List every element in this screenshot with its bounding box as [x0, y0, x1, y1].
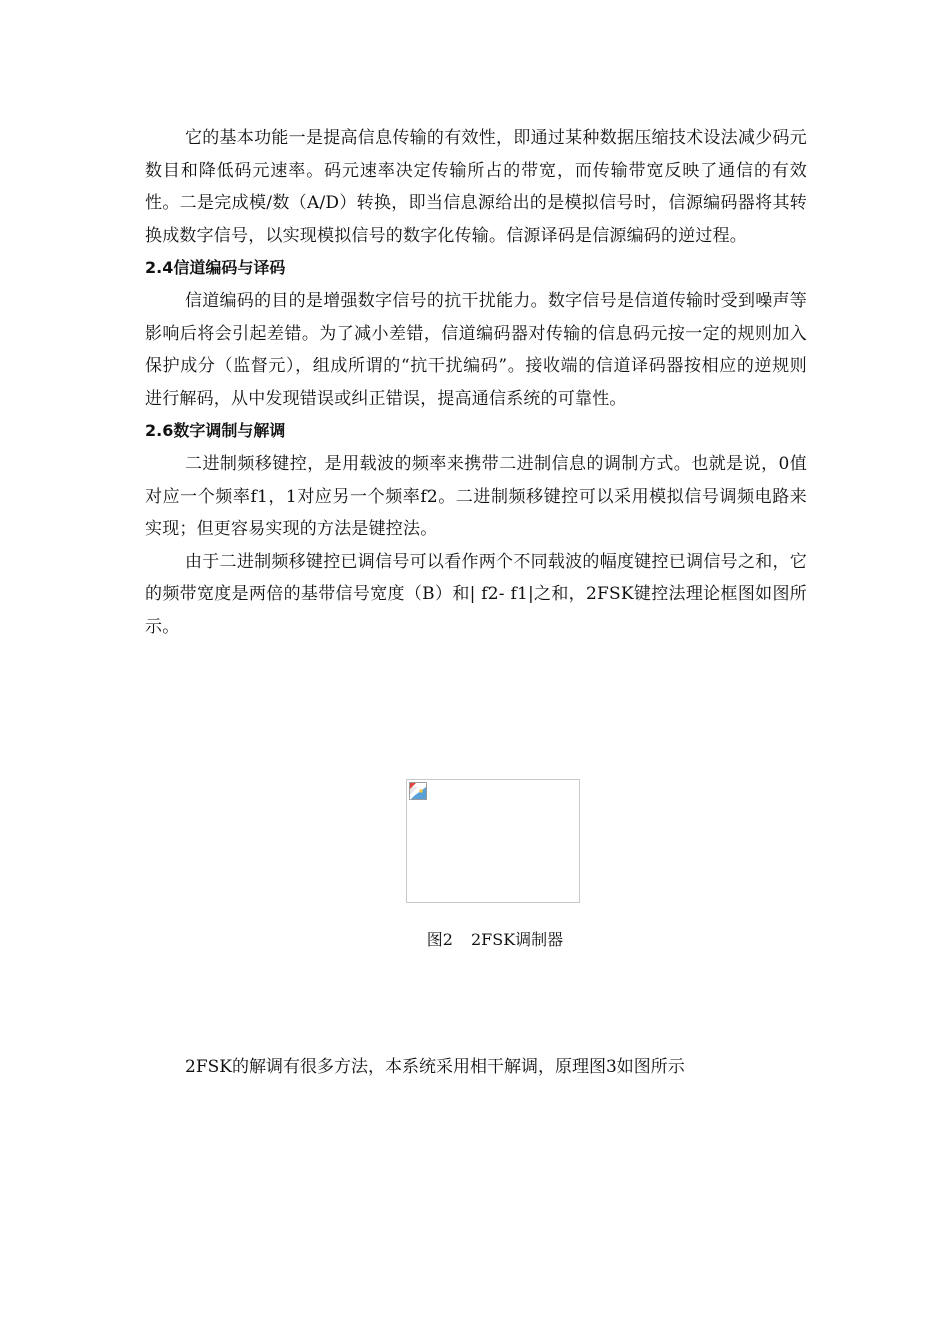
heading-digital-modulation: 2.6数字调制与解调: [145, 421, 286, 441]
figure-caption: [0, 928, 950, 952]
figure-title: 2FSK调制器: [470, 930, 564, 949]
figure-image-placeholder: [406, 779, 580, 903]
paragraph-source-coding: 它的基本功能一是提高信息传输的有效性，即通过某种数据压缩技术设法减少码元数目和降低码元速率。码元速率决定传输所占的带宽，而传输带宽反映了通信的有效性。二是完成模/数（A/D）转换，即当信息源给出的是模拟信号时，信源编码器将其转换成数字信号，以实现模拟信号的数字化传输。信源译码是信源编码的逆过程。: [145, 128, 807, 246]
paragraph-fsk-bandwidth: 由于二进制频移键控已调信号可以看作两个不同载波的幅度键控已调信号之和，它的频带宽度是两倍的基带信号宽度（B）和| f2- f1|之和，2FSK键控法理论框图如图所示。: [145, 551, 807, 637]
paragraph-binary-fsk: 二进制频移键控，是用载波的频率来携带二进制信息的调制方式。也就是说，0值对应一个频率f1，1对应另一个频率f2。二进制频移键控可以采用模拟信号调频电路来实现；但更容易实现的方法是键控法。: [145, 453, 807, 540]
figure-number: 图2: [426, 930, 453, 949]
paragraph-channel-coding: 信道编码的目的是增强数字信号的抗干扰能力。数字信号是信道传输时受到噪声等影响后将会引起差错。为了减小差错，信道编码器对传输的信息码元按一定的规则加入保护成分（监督元），组成所谓的“抗干扰编码”。接收端的信道译码器按相应的逆规则进行解码，从中发现错误或纠正错误，提高通信系统的可靠性。: [145, 290, 807, 409]
document-body: [145, 122, 807, 644]
heading-channel-coding: 2.4信道编码与译码: [145, 258, 286, 278]
paragraph-fsk-demodulation: 2FSK的解调有很多方法，本系统采用相干解调，原理图3如图所示: [185, 1057, 685, 1077]
broken-image-icon: [409, 782, 427, 800]
